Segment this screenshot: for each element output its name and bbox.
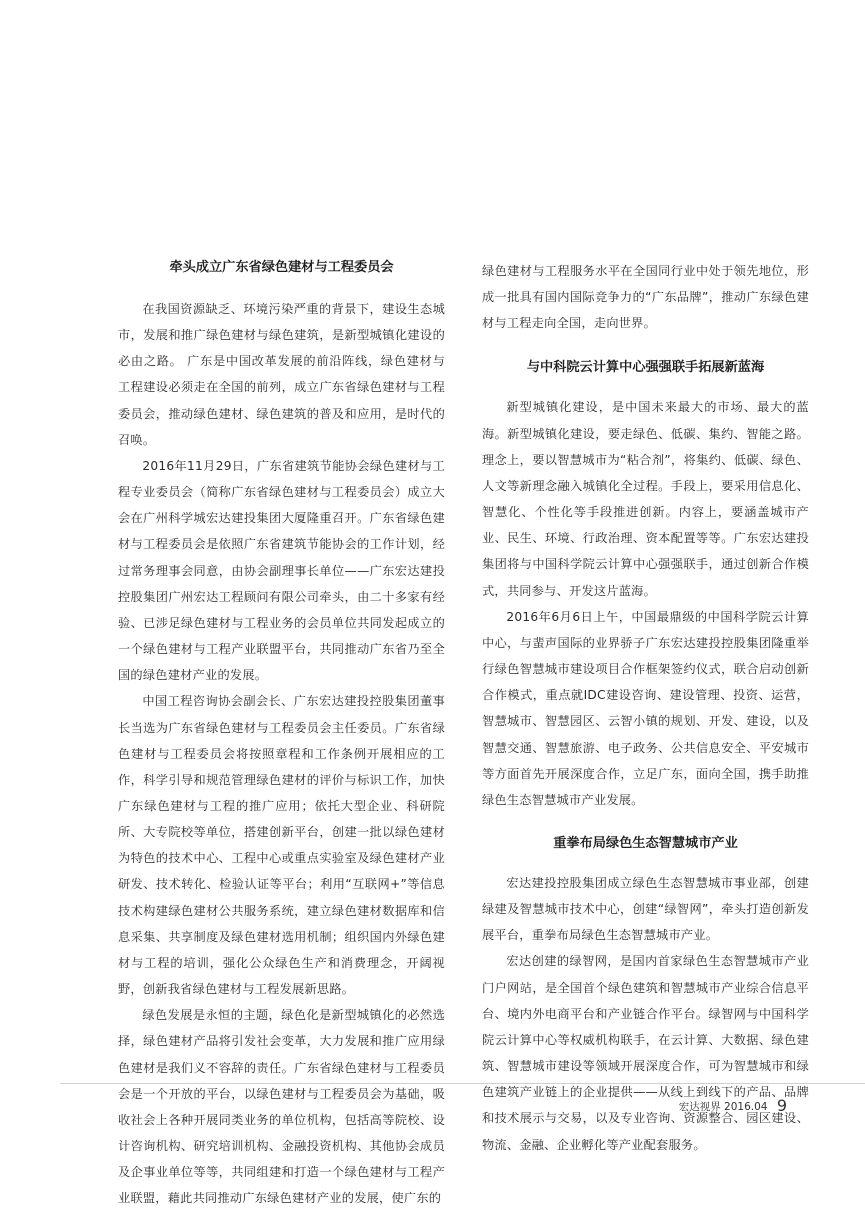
paragraph-continuation: 绿色建材与工程服务水平在全国同行业中处于领先地位，形成一批具有国内国际竞争力的“广东品牌”，推动广东绿色建材与工程走向全国，走向世界。 — [482, 264, 809, 331]
footer-divider — [60, 1083, 865, 1084]
left-column — [118, 258, 445, 1211]
section-heading-green-materials: 牵头成立广东省绿色建材与工程委员会 — [169, 260, 394, 275]
paragraph: 新型城镇化建设，是中国未来最大的市场、最大的蓝海。新型城镇化建设，要走绿色、低碳、集约、智能之路。理念上，要以智慧城市为“粘合剂”，将集约、低碳、绿色、人文等新理念融入城镇化全过程。手段上，要采用信息化、智慧化、个性化等手段推进创新。内容上，要涵盖城市产业、民生、环境、行政治理、资本配置等等。广东宏达建投集团将与中国科学院云计算中心强强联手，通过创新合作模式，共同参与、开发这片蓝海。 — [482, 400, 809, 598]
page-number: 9 — [776, 1096, 787, 1115]
section-heading-cloud-computing: 与中科院云计算中心强强联手拓展新蓝海 — [526, 360, 765, 376]
paragraph: 宏达创建的绿智网，是国内首家绿色生态智慧城市产业门户网站，是全国首个绿色建筑和智慧城市产业综合信息平台、境内外电商平台和产业链合作平台。绿智网与中国科学院云计算中心等权威机构联手，在云计算、大数据、绿色建筑、智慧城市建设等领域开展深度合作，可为智慧城市和绿色建筑产业链上的企业提供——从线上到线下的产品、品牌和技术展示与交易，以及专业咨询、资源整合、园区建设、物流、金融、企业孵化等产业配套服务。 — [482, 954, 809, 1152]
paragraph: 2016年6月6日上午，中国最鼎级的中国科学院云计算中心，与蜚声国际的业界骄子广东宏达建投控股集团隆重举行绿色智慧城市建设项目合作框架签约仪式，联合启动创新合作模式，重点就IDC建设咨询、建设管理、投资、运营，智慧城市、智慧园区、云智小镇的规划、开发、建设，以及智慧交通、智慧旅游、电子政务、公共信息安全、平安城市等方面首先开展深度合作，立足广东，面向全国，携手助推绿色生态智慧城市产业发展。 — [482, 609, 809, 807]
page-footer — [679, 1096, 787, 1115]
paragraph: 宏达建投控股集团成立绿色生态智慧城市事业部，创建绿建及智慧城市技术中心，创建“绿智网”，牵头打造创新发展平台，重拳布局绿色生态智慧城市产业。 — [482, 875, 809, 943]
magazine-name: 宏达视界 — [678, 1101, 721, 1113]
issue-number: 2016.04 — [724, 1101, 768, 1113]
paragraph: 2016年11月29日，广东省建筑节能协会绿色建材与工程专业委员会（简称广东省绿色建材与工程委员会）成立大会在广州科学城宏达建投集团大厦隆重召开。广东省绿色建材与工程委员会是依照广东省建筑节能协会的工作计划，经过常务理事会同意，由协会副理事长单位——广东宏达建投控股集团广州宏达工程顾问有限公司牵头，由二十多家有经验、已涉足绿色建材与工程业务的会员单位共同发起成立的一个绿色建材与工程产业联盟平台，共同推动广东省乃至全国的绿色建材产业的发展。 — [118, 458, 445, 683]
right-column — [482, 258, 809, 1158]
paragraph: 绿色发展是永恒的主题，绿色化是新型城镇化的必然选择，绿色建材产品将引发社会变革，大力发展和推广应用绿色建材是我们义不容辞的责任。广东省绿色建材与工程委员会是一个开放的平台，以绿色建材与工程委员会为基础，吸收社会上各种开展同类业务的单位机构，包括高等院校、设计咨询机构、研究培训机构、金融投资机构、其他协会成员及企事业单位等等，共同组建和打造一个绿色建材与工程产业联盟，藉此共同推动广东绿色建材产业的发展，使广东的 — [118, 1008, 445, 1206]
section-heading-smart-city: 重拳布局绿色生态智慧城市产业 — [553, 835, 738, 851]
paragraph: 在我国资源缺乏、环境污染严重的背景下，建设生态城市，发展和推广绿色建材与绿色建筑，是新型城镇化建设的必由之路。 广东是中国改革发展的前沿阵线，绿色建材与工程建设必须走在全国的前列，成立广东省绿色建材与工程委员会，推动绿色建材、绿色建筑的普及和应用，是时代的召唤。 — [118, 302, 445, 447]
paragraph: 中国工程咨询协会副会长、广东宏达建投控股集团董事长当选为广东省绿色建材与工程委员会主任委员。广东省绿色建材与工程委员会将按照章程和工作条例开展相应的工作，科学引导和规范管理绿色建材的评价与标识工作，加快广东绿色建材与工程的推广应用；依托大型企业、科研院所、大专院校等单位，搭建创新平台，创建一批以绿色建材为特色的技术中心、工程中心或重点实验室及绿色建材产业研发、技术转化、检验认证等平台；利用“互联网+”等信息技术构建绿色建材公共服务系统，建立绿色建材数据库和信息采集、共享制度及绿色建材选用机制；组织国内外绿色建材与工程的培训，强化公众绿色生产和消费理念，开阔视野，创新我省绿色建材与工程发展新思路。 — [118, 694, 445, 997]
